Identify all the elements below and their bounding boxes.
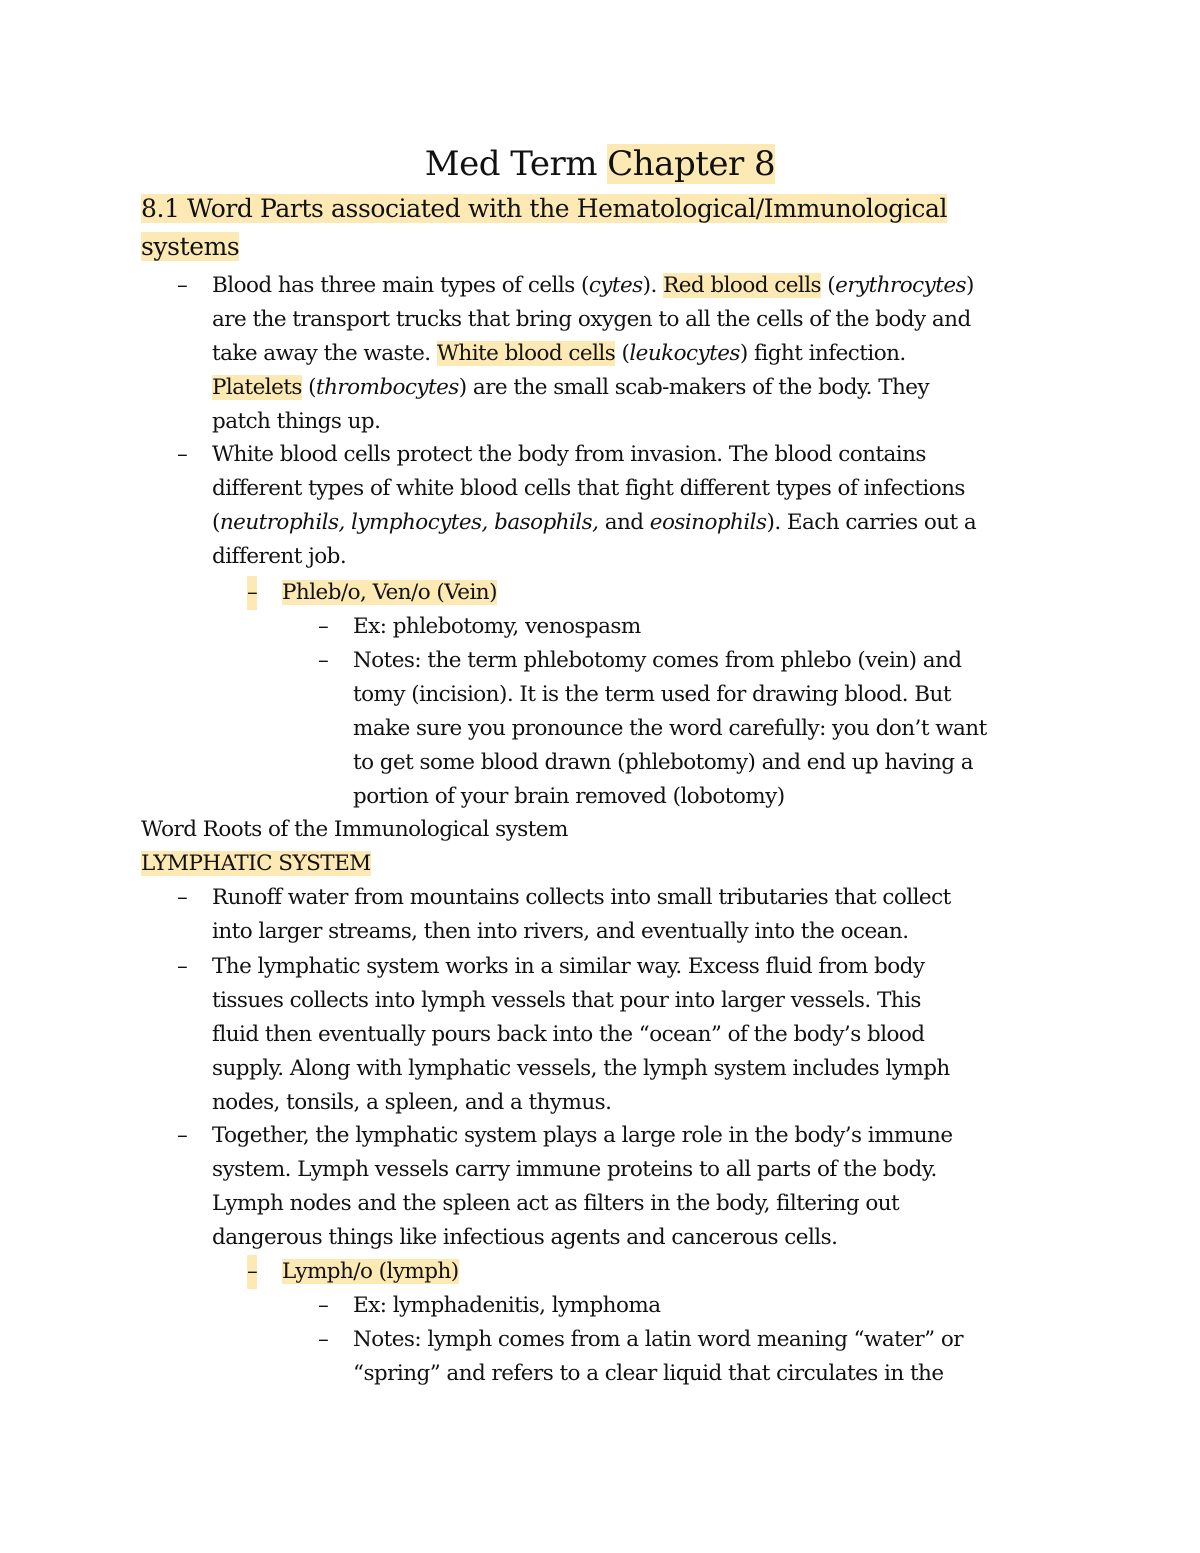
text-run: ( xyxy=(615,341,630,366)
bullet-text: Ex: lymphadenitis, lymphoma xyxy=(353,1293,661,1318)
title-part-2-highlighted: Chapter 8 xyxy=(607,144,776,184)
text-line: to get some blood drawn (phlebotomy) and end up having a xyxy=(353,750,974,775)
text-line: The lymphatic system works in a similar way. Excess fluid from body xyxy=(212,954,925,979)
highlight-red-blood-cells: Red blood cells xyxy=(663,273,822,298)
text-line: are the transport trucks that bring oxygen to all the cells of the body and xyxy=(212,307,971,332)
heading-line-1: 8.1 Word Parts associated with the Hematological/Immunological xyxy=(141,194,948,223)
text-run-italic: cytes xyxy=(588,273,643,298)
text-line: tissues collects into lymph vessels that pour into larger vessels. This xyxy=(212,988,921,1013)
text-line: portion of your brain removed (lobotomy) xyxy=(353,784,785,809)
highlight-phleb-label: Phleb/o, Ven/o (Vein) xyxy=(282,580,497,605)
text-line: “spring” and refers to a clear liquid that circulates in the xyxy=(353,1361,944,1386)
bullet-text xyxy=(212,438,1072,574)
bullet-text xyxy=(212,1119,1072,1255)
highlight-platelets: Platelets xyxy=(212,375,302,400)
text-line: patch things up. xyxy=(212,409,381,434)
bullet-text xyxy=(212,269,1072,439)
text-line: make sure you pronounce the word carefully: you don’t want xyxy=(353,716,987,741)
page-title xyxy=(0,140,1200,188)
text-line: different job. xyxy=(212,544,347,569)
word-roots-line: Word Roots of the Immunological system xyxy=(141,817,568,842)
text-line: White blood cells protect the body from invasion. The blood contains xyxy=(212,442,926,467)
title-part-1: Med Term xyxy=(424,144,608,184)
bullet-text xyxy=(212,950,1072,1120)
heading-line-2: systems xyxy=(141,232,240,261)
bullet-dash: – xyxy=(177,1123,188,1148)
bullet-dash: – xyxy=(177,885,188,910)
text-line: Notes: lymph comes from a latin word meaning “water” or xyxy=(353,1327,963,1352)
highlight-lymph-label: Lymph/o (lymph) xyxy=(282,1259,459,1284)
text-run: ( xyxy=(821,273,836,298)
bullet-dash: – xyxy=(247,576,257,610)
text-run: ). xyxy=(642,273,664,298)
lymphatic-heading xyxy=(141,847,1091,881)
text-line: Runoff water from mountains collects into small tributaries that collect xyxy=(212,885,951,910)
text-run: take away the waste. xyxy=(212,341,437,366)
text-run: ) xyxy=(965,273,974,298)
text-line: system. Lymph vessels carry immune proteins to all parts of the body. xyxy=(212,1157,937,1182)
bullet-dash: – xyxy=(177,442,188,467)
bullet-text xyxy=(353,644,1068,814)
text-run: Blood has three main types of cells ( xyxy=(212,273,589,298)
text-line: nodes, tonsils, a spleen, and a thymus. xyxy=(212,1090,612,1115)
bullet-dash: – xyxy=(177,954,188,979)
highlight-lymphatic-system: LYMPHATIC SYSTEM xyxy=(141,851,371,876)
bullet-text xyxy=(282,576,1062,610)
text-run-italic: thrombocytes xyxy=(315,375,459,400)
text-run: ( xyxy=(212,510,220,535)
text-line: supply. Along with lymphatic vessels, the lymph system includes lymph xyxy=(212,1056,950,1081)
bullet-dash: – xyxy=(318,1327,329,1352)
bullet-text xyxy=(212,881,1072,949)
text-line: Together, the lymphatic system plays a large role in the body’s immune xyxy=(212,1123,953,1148)
bullet-dash: – xyxy=(318,1293,329,1318)
bullet-dash: – xyxy=(247,1255,257,1289)
highlight-white-blood-cells: White blood cells xyxy=(436,341,616,366)
bullet-text xyxy=(353,1323,1068,1391)
text-run: ) fight infection. xyxy=(739,341,906,366)
text-run-italic: eosinophils xyxy=(649,510,767,535)
text-run: ) are the small scab-makers of the body. They xyxy=(458,375,930,400)
text-run-italic: leukocytes xyxy=(629,341,740,366)
text-run: ( xyxy=(301,375,316,400)
bullet-dash: – xyxy=(318,648,329,673)
text-line: dangerous things like infectious agents and cancerous cells. xyxy=(212,1225,838,1250)
text-line: into larger streams, then into rivers, and eventually into the ocean. xyxy=(212,919,909,944)
text-line: Notes: the term phlebotomy comes from phlebo (vein) and xyxy=(353,648,962,673)
text-line: Lymph nodes and the spleen act as filters in the body, filtering out xyxy=(212,1191,900,1216)
text-line: fluid then eventually pours back into the “ocean” of the body’s blood xyxy=(212,1022,925,1047)
bullet-text: Ex: phlebotomy, venospasm xyxy=(353,614,641,639)
bullet-dash: – xyxy=(318,614,329,639)
text-run: ). Each carries out a xyxy=(766,510,977,535)
bullet-dash: – xyxy=(177,273,188,298)
bullet-text xyxy=(282,1255,1062,1289)
text-run-italic: erythrocytes xyxy=(835,273,966,298)
section-heading xyxy=(141,190,1041,266)
text-run-italic: neutrophils, lymphocytes, basophils, xyxy=(219,510,599,535)
text-line: tomy (incision). It is the term used for drawing blood. But xyxy=(353,682,951,707)
text-line: different types of white blood cells that fight different types of infections xyxy=(212,476,965,501)
text-run: and xyxy=(598,510,650,535)
